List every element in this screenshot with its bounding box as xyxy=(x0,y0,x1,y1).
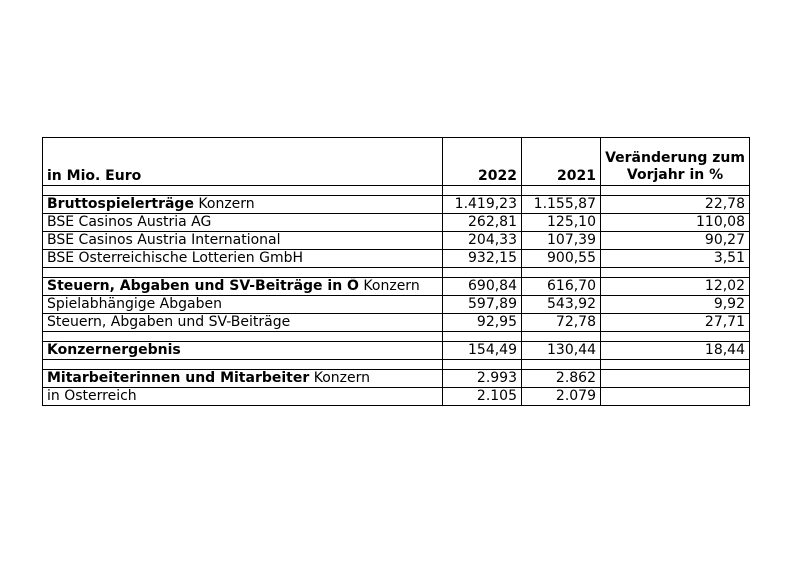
header-change-line2: Vorjahr in % xyxy=(626,167,724,183)
table-row-gross xyxy=(43,196,750,214)
row-label: BSE Casinos Austria International xyxy=(43,232,443,250)
value-2021: 900,55 xyxy=(522,250,601,268)
value-2021: 107,39 xyxy=(522,232,601,250)
row-label-rest: Konzern xyxy=(309,370,370,386)
value-2021: 1.155,87 xyxy=(522,196,601,214)
table-row-casinos-int xyxy=(43,232,750,250)
value-2022: 932,15 xyxy=(443,250,522,268)
value-2021: 543,92 xyxy=(522,296,601,314)
row-label-bold: Steuern, Abgaben und SV-Beiträge in Ö xyxy=(47,278,359,294)
value-2022: 690,84 xyxy=(443,278,522,296)
value-2022: 204,33 xyxy=(443,232,522,250)
header-2021: 2021 xyxy=(522,138,601,186)
value-change: 12,02 xyxy=(601,278,750,296)
table-row-game-levies xyxy=(43,296,750,314)
value-change xyxy=(601,388,750,406)
value-2022: 154,49 xyxy=(443,342,522,360)
row-label: Spielabhängige Abgaben xyxy=(43,296,443,314)
spacer-row xyxy=(43,360,750,370)
value-2021: 2.079 xyxy=(522,388,601,406)
value-2021: 2.862 xyxy=(522,370,601,388)
header-2022: 2022 xyxy=(443,138,522,186)
value-2021: 125,10 xyxy=(522,214,601,232)
value-2022: 2.105 xyxy=(443,388,522,406)
value-change: 18,44 xyxy=(601,342,750,360)
spacer-row xyxy=(43,268,750,278)
table-row-staff xyxy=(43,370,750,388)
table-row-lotterien xyxy=(43,250,750,268)
row-label-rest: Konzern xyxy=(193,196,255,212)
table-header-row xyxy=(43,138,750,186)
row-label: in Österreich xyxy=(43,388,443,406)
table-row-taxes xyxy=(43,278,750,296)
value-change: 22,78 xyxy=(601,196,750,214)
row-label xyxy=(43,370,443,388)
value-change: 90,27 xyxy=(601,232,750,250)
header-change xyxy=(601,138,750,186)
value-2021: 130,44 xyxy=(522,342,601,360)
value-2022: 2.993 xyxy=(443,370,522,388)
value-2022: 597,89 xyxy=(443,296,522,314)
row-label-bold: Bruttospielerträge xyxy=(47,196,194,212)
value-change: 9,92 xyxy=(601,296,750,314)
value-change: 27,71 xyxy=(601,314,750,332)
row-label: Steuern, Abgaben und SV-Beiträge xyxy=(43,314,443,332)
row-label xyxy=(43,278,443,296)
value-change: 110,08 xyxy=(601,214,750,232)
value-change xyxy=(601,370,750,388)
table-row-staff-at xyxy=(43,388,750,406)
header-label: in Mio. Euro xyxy=(43,138,443,186)
row-label xyxy=(43,342,443,360)
row-label xyxy=(43,196,443,214)
row-label: BSE Österreichische Lotterien GmbH xyxy=(43,250,443,268)
value-change: 3,51 xyxy=(601,250,750,268)
value-2022: 1.419,23 xyxy=(443,196,522,214)
row-label-bold: Mitarbeiterinnen und Mitarbeiter xyxy=(47,370,310,386)
row-label-rest: Konzern xyxy=(358,278,420,294)
value-2022: 92,95 xyxy=(443,314,522,332)
row-label-bold: Konzernergebnis xyxy=(47,342,181,358)
spacer-row xyxy=(43,332,750,342)
table-row-result xyxy=(43,342,750,360)
spacer-row xyxy=(43,186,750,196)
table-row-casinos-ag xyxy=(43,214,750,232)
value-2022: 262,81 xyxy=(443,214,522,232)
value-2021: 72,78 xyxy=(522,314,601,332)
row-label: BSE Casinos Austria AG xyxy=(43,214,443,232)
table-row-tax-sv xyxy=(43,314,750,332)
header-change-line1: Veränderung zum xyxy=(605,150,745,166)
value-2021: 616,70 xyxy=(522,278,601,296)
financial-table xyxy=(42,137,750,406)
